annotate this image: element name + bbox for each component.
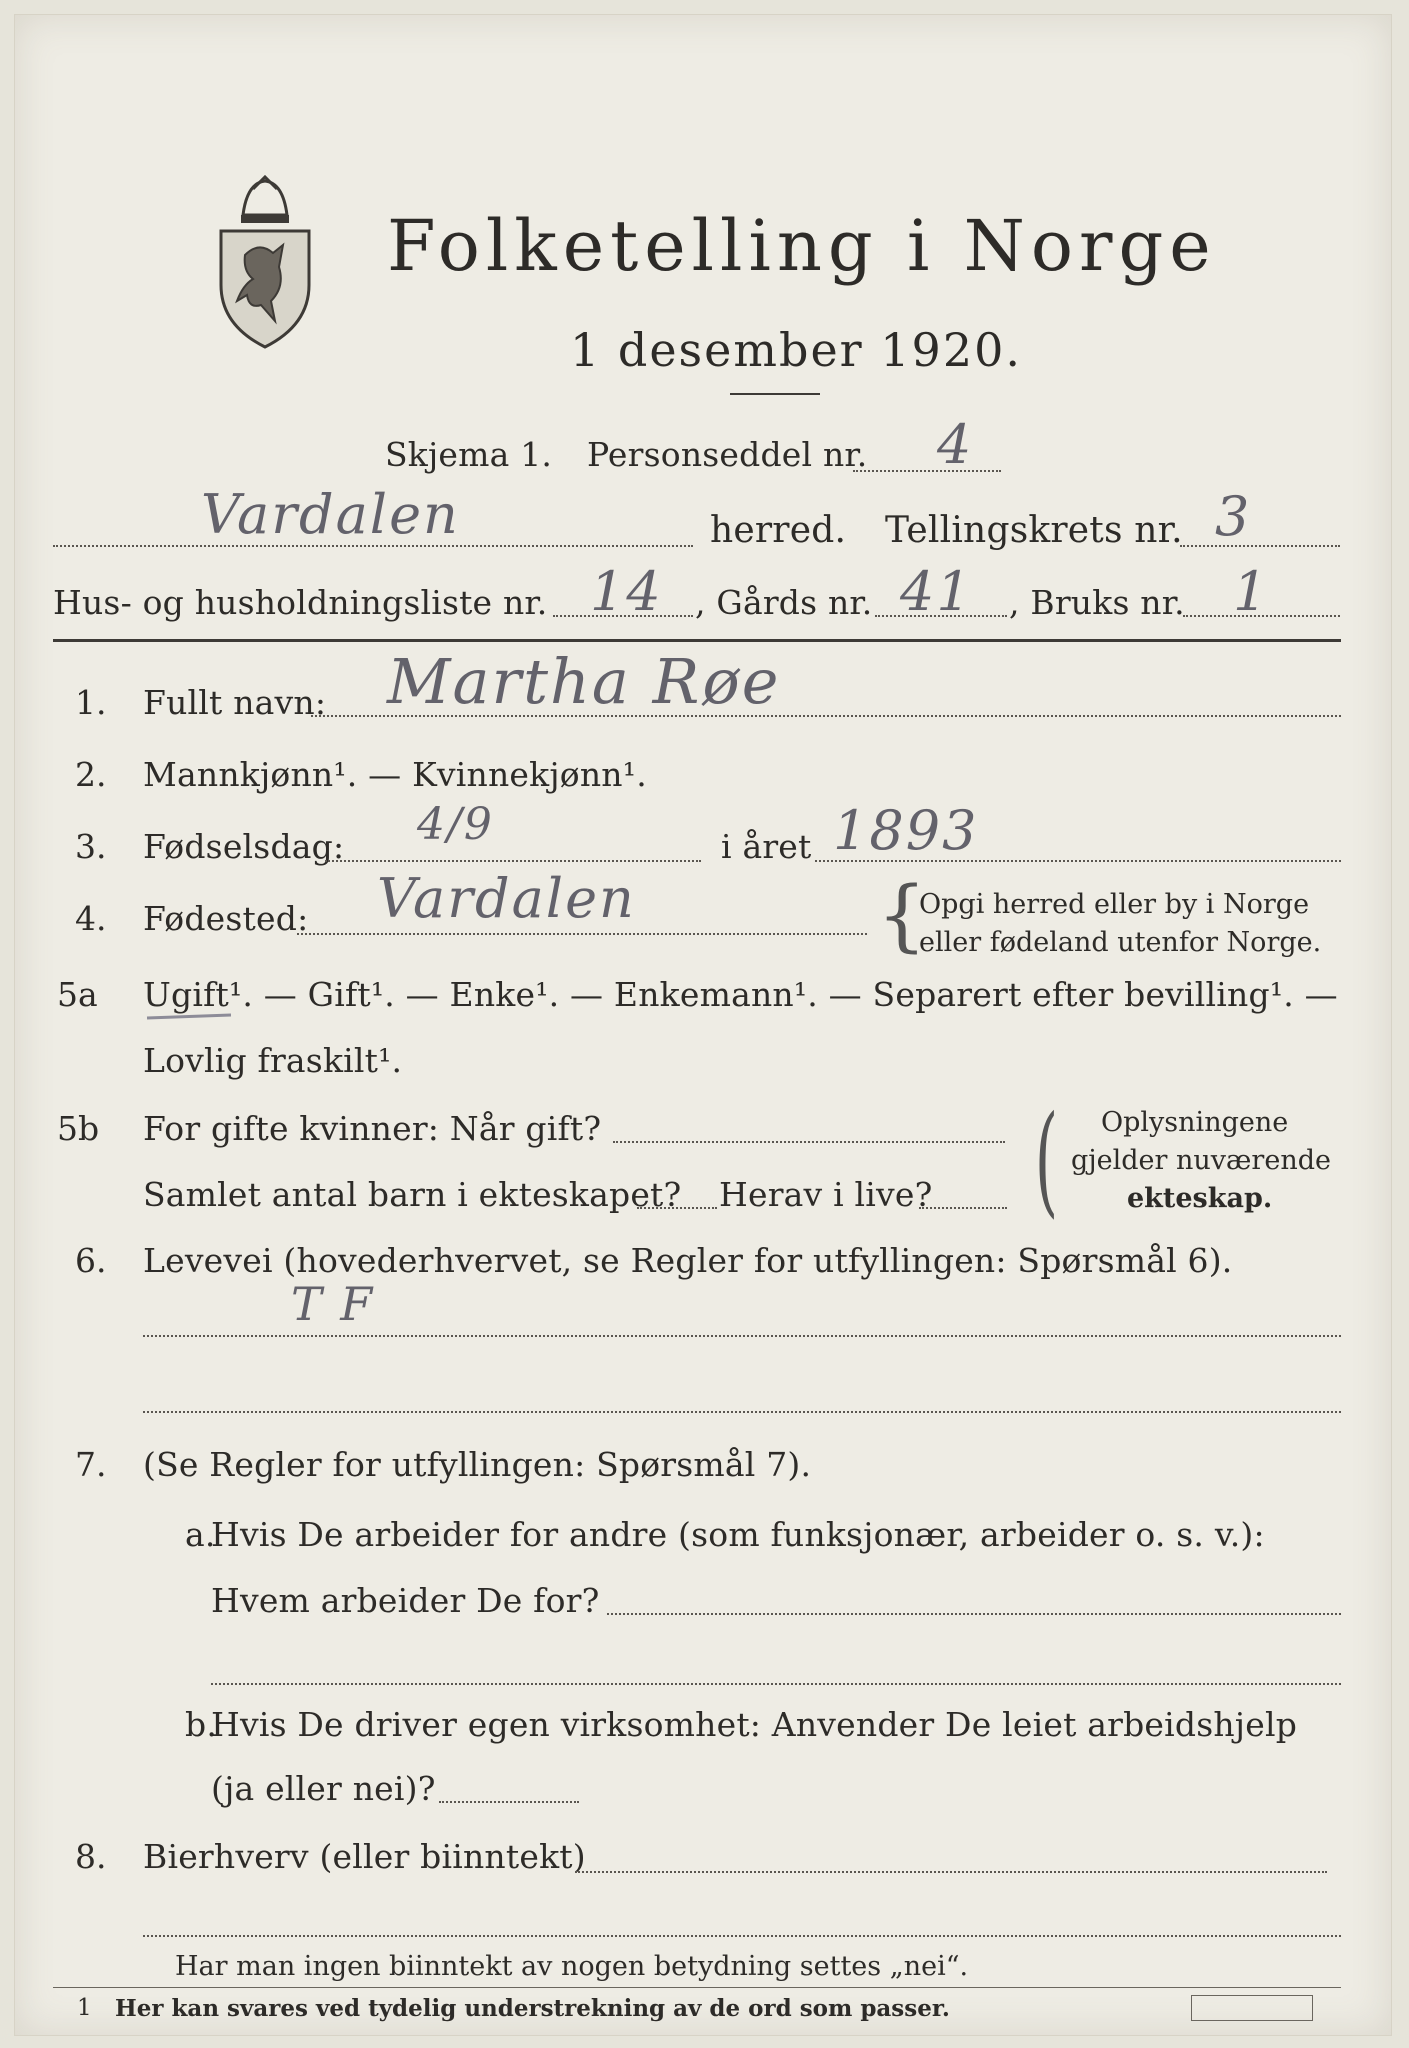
- birthday-value: 4/9: [417, 799, 494, 850]
- q4-label: Fødested:: [143, 899, 309, 938]
- birthplace-field[interactable]: [297, 933, 867, 935]
- children-total-field[interactable]: [637, 1207, 717, 1209]
- side-income-field-1[interactable]: [575, 1871, 1327, 1873]
- census-date: 1 desember 1920.: [570, 323, 1022, 377]
- q4-note-line1: Opgi herred eller by i Norge: [919, 889, 1310, 920]
- footnote-number: 1: [77, 1995, 92, 2021]
- employer-label: Hvem arbeider De for?: [211, 1581, 600, 1620]
- hus-value: 14: [590, 560, 663, 623]
- bruks-label: , Bruks nr.: [1009, 583, 1185, 622]
- coat-of-arms-icon: [213, 175, 317, 350]
- tellingskrets-value: 3: [1215, 485, 1252, 548]
- form-title: Folketelling i Norge: [387, 205, 1217, 287]
- printer-stamp: [1191, 1995, 1313, 2021]
- gards-value: 41: [900, 560, 973, 623]
- marital-status-options[interactable]: Ugift¹. — Gift¹. — Enke¹. — Enkemann¹. — Separert efter bevilling¹. —: [143, 975, 1338, 1014]
- footnote-text: Her kan svares ved tydelig understrekning av de ord som passer.: [115, 1995, 950, 2022]
- q5b-note-line2: gjelder nuværende: [1071, 1145, 1331, 1176]
- personseddel-field[interactable]: [853, 470, 1001, 472]
- married-when-field[interactable]: [613, 1141, 1005, 1143]
- q5b-note-line3: ekteskap.: [1127, 1183, 1273, 1214]
- birth-year-value: 1893: [833, 799, 979, 862]
- q7b-line1: Hvis De driver egen virksomhet: Anvender De leiet arbeidshjelp: [211, 1705, 1298, 1744]
- q3-number: 3.: [75, 827, 107, 866]
- header-divider: [53, 639, 1341, 642]
- occupation-value: T F: [291, 1277, 375, 1331]
- q5b-number: 5b: [57, 1109, 100, 1148]
- q2-number: 2.: [75, 755, 107, 794]
- birth-year-label: i året: [721, 827, 812, 866]
- q7a-letter: a.: [185, 1515, 216, 1554]
- ugift-underline-mark: [147, 1014, 231, 1020]
- q5a-number: 5a: [57, 975, 98, 1014]
- sex-options[interactable]: Mannkjønn¹. — Kvinnekjønn¹.: [143, 755, 647, 794]
- herred-value: Vardalen: [201, 483, 460, 546]
- q7a-line1: Hvis De arbeider for andre (som funksjonær, arbeider o. s. v.):: [211, 1515, 1265, 1554]
- q7b-letter: b.: [185, 1705, 218, 1744]
- children-alive-label: Herav i live?: [719, 1175, 933, 1214]
- employer-field-2[interactable]: [211, 1683, 1341, 1685]
- title-divider: [730, 393, 820, 395]
- hus-label: Hus- og husholdningsliste nr.: [53, 583, 548, 622]
- q7-number: 7.: [75, 1445, 107, 1484]
- hired-help-field[interactable]: [439, 1801, 579, 1803]
- q1-label: Fullt navn:: [143, 683, 327, 722]
- children-alive-field[interactable]: [919, 1207, 1007, 1209]
- married-when-label: For gifte kvinner: Når gift?: [143, 1109, 602, 1148]
- herred-label: herred.: [710, 510, 847, 551]
- q7-label: (Se Regler for utfyllingen: Spørsmål 7).: [143, 1445, 812, 1484]
- side-income-note: Har man ingen biinntekt av nogen betydning settes „nei“.: [175, 1951, 969, 1982]
- q8-number: 8.: [75, 1837, 107, 1876]
- q4-brace: {: [877, 871, 927, 961]
- hired-help-label: (ja eller nei)?: [211, 1769, 436, 1808]
- tellingskrets-label: Tellingskrets nr.: [885, 510, 1183, 551]
- q5b-note-line1: Oplysningene: [1101, 1107, 1289, 1138]
- side-income-field-2[interactable]: [143, 1935, 1341, 1937]
- birthday-field[interactable]: [325, 860, 701, 862]
- tellingskrets-field[interactable]: [1180, 545, 1340, 547]
- census-form-page: [14, 14, 1392, 2036]
- occupation-field-1[interactable]: [143, 1335, 1341, 1337]
- personseddel-value: 4: [937, 413, 974, 476]
- q5b-brace: (: [1034, 1091, 1059, 1230]
- q8-label: Bierhverv (eller biinntekt): [143, 1837, 586, 1876]
- marital-status-options-cont[interactable]: Lovlig fraskilt¹.: [143, 1041, 403, 1080]
- bruks-value: 1: [1233, 560, 1270, 623]
- full-name-value: Martha Røe: [387, 645, 781, 718]
- personseddel-label: Personseddel nr.: [587, 435, 868, 474]
- employer-field-1[interactable]: [607, 1613, 1341, 1615]
- q6-number: 6.: [75, 1241, 107, 1280]
- q3-label: Fødselsdag:: [143, 827, 345, 866]
- q4-number: 4.: [75, 899, 107, 938]
- q4-note-line2: eller fødeland utenfor Norge.: [919, 927, 1322, 958]
- children-total-label: Samlet antal barn i ekteskapet?: [143, 1175, 682, 1214]
- footer-divider: [53, 1987, 1341, 1988]
- q1-number: 1.: [75, 683, 107, 722]
- skjema-label: Skjema 1.: [385, 435, 553, 474]
- occupation-field-2[interactable]: [143, 1411, 1341, 1413]
- q6-label: Levevei (hovederhvervet, se Regler for utfyllingen: Spørsmål 6).: [143, 1241, 1233, 1280]
- gards-label: , Gårds nr.: [695, 583, 873, 622]
- birthplace-value: Vardalen: [377, 867, 636, 930]
